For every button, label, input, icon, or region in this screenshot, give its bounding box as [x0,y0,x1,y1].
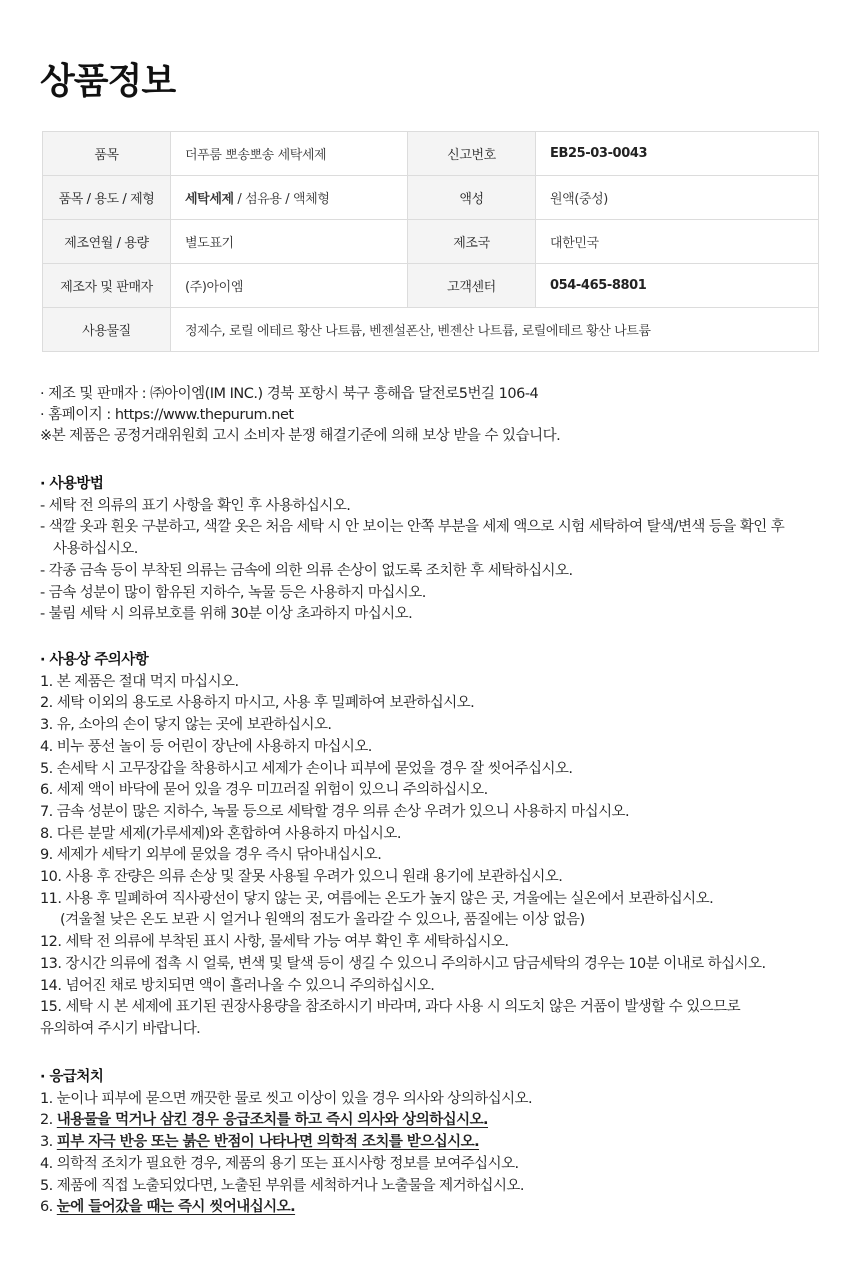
value-customer-center: 054-465-8801 [536,264,819,308]
emphasized-text: 눈에 들어갔을 때는 즉시 씻어내십시오. [56,1199,296,1216]
value-manufacturer: (주)아이엠 [171,264,408,308]
list-item: - 세탁 전 의류의 표기 사항을 확인 후 사용하십시오. [40,497,351,514]
list-number: 2. [40,1112,57,1129]
value-item-use-form [171,176,408,220]
list-item: 14. 넘어진 채로 방치되면 액이 흘러나올 수 있으니 주의하십시오. [40,977,435,994]
label-customer-center: 고객센터 [408,264,536,308]
label-manufacture-date: 제조연월 / 용량 [43,220,171,264]
usage-heading: · 사용방법 [40,476,104,492]
value-country: 대한민국 [536,220,819,264]
caution-section [40,650,766,1041]
list-item: 13. 장시간 의류에 접촉 시 얼룩, 변색 및 탈색 등이 생길 수 있으니 주의하시고 담금세탁의 경우는 10분 이내로 하십시오. [40,955,766,972]
list-item: 2. 세탁 이외의 용도로 사용하지 마시고, 사용 후 밀폐하여 보관하십시오. [40,695,475,712]
table-row [43,264,819,308]
label-country: 제조국 [408,220,536,264]
table-row [43,220,819,264]
label-manufacturer: 제조자 및 판매자 [43,264,171,308]
list-item: 9. 세제가 세탁기 외부에 묻었을 경우 즉시 닦아내십시오. [40,847,382,864]
list-item: 5. 손세탁 시 고무장갑을 착용하시고 세제가 손이나 피부에 묻었을 경우 잘 씻어주십시오. [40,760,573,777]
note-compensation: ※본 제품은 공정거래위원회 고시 소비자 분쟁 해결기준에 의해 보상 받을 수 있습니다. [40,428,561,444]
label-report-number: 신고번호 [408,132,536,176]
list-item: 11. 사용 후 밀폐하여 직사광선이 닿지 않는 곳, 여름에는 온도가 높지 않은 곳, 겨울에는 실온에서 보관하십시오. [40,890,714,907]
note-homepage: · 홈페이지 : https://www.thepurum.net [40,407,294,423]
list-item: 사용하십시오. [53,541,138,558]
emergency-heading: · 응급처치 [40,1069,104,1085]
value-item: 더푸룸 뽀송뽀송 세탁세제 [171,132,408,176]
list-item: 1. 본 제품은 절대 먹지 마십시오. [40,673,239,690]
value-item-use-form-bold: 세탁세제 [185,192,234,207]
list-item: - 금속 성분이 많이 함유된 지하수, 녹물 등은 사용하지 마십시오. [40,584,426,601]
list-item [40,1110,532,1132]
list-item: 10. 사용 후 잔량은 의류 손상 및 잘못 사용될 우려가 있으니 원래 용기에 보관하십시오. [40,869,563,886]
label-item-use-form: 품목 / 용도 / 제형 [43,176,171,220]
list-item: 1. 눈이나 피부에 묻으면 깨끗한 물로 씻고 이상이 있을 경우 의사와 상의하십시오. [40,1090,533,1107]
list-item [40,1132,532,1154]
list-item: 8. 다른 분말 세제(가루세제)와 혼합하여 사용하지 마십시오. [40,825,401,842]
value-report-number: EB25-03-0043 [536,132,819,176]
list-item: 15. 세탁 시 본 세제에 표기된 권장사용량을 참조하시기 바라며, 과다 사용 시 의도치 않은 거품이 발생할 수 있으므로 [40,999,741,1016]
list-item: - 색깔 옷과 흰옷 구분하고, 색깔 옷은 처음 세탁 시 안 보이는 안쪽 부분을 세제 액으로 시험 세탁하여 탈색/변색 등을 확인 후 [40,519,785,536]
list-item: 3. 유, 소아의 손이 닿지 않는 곳에 보관하십시오. [40,717,332,734]
list-item: - 각종 금속 등이 부착된 의류는 금속에 의한 의류 손상이 없도록 조치한 후 세탁하십시오. [40,562,573,579]
emphasized-text: 내용물을 먹거나 삼킨 경우 응급조치를 하고 즉시 의사와 상의하십시오. [56,1112,488,1129]
list-item: 유의하여 주시기 바랍니다. [40,1020,201,1037]
emergency-section [40,1067,532,1219]
value-ph: 원액(중성) [536,176,819,220]
value-item-use-form-rest: / 섬유용 / 액체형 [233,192,330,207]
list-item: 4. 비누 풍선 놀이 등 어린이 장난에 사용하지 마십시오. [40,738,372,755]
value-manufacture-date: 별도표기 [171,220,408,264]
list-item: - 불림 세탁 시 의류보호를 위해 30분 이상 초과하지 마십시오. [40,606,413,623]
product-info-table [42,131,819,352]
table-row [43,132,819,176]
note-manufacturer: · 제조 및 판매자 : ㈜아이엠(IM INC.) 경북 포항시 북구 흥해읍 달전로5번길 106-4 [40,386,539,402]
list-item: 4. 의학적 조치가 필요한 경우, 제품의 용기 또는 표시사항 정보를 보여주십시오. [40,1155,519,1172]
list-item: 7. 금속 성분이 많은 지하수, 녹물 등으로 세탁할 경우 의류 손상 우려가 있으니 사용하지 마십시오. [40,803,630,820]
table-row [43,308,819,352]
label-ph: 액성 [408,176,536,220]
list-number: 3. [40,1134,57,1151]
list-item: 12. 세탁 전 의류에 부착된 표시 사항, 물세탁 가능 여부 확인 후 세탁하십시오. [40,934,509,951]
info-notes [40,384,560,447]
value-ingredients: 정제수, 로릴 에테르 황산 나트륨, 벤젠설폰산, 벤젠산 나트륨, 로릴에테르 황산 나트륨 [171,308,819,352]
label-item: 품목 [43,132,171,176]
table-row [43,176,819,220]
caution-heading: · 사용상 주의사항 [40,652,149,668]
usage-section [40,474,784,626]
page-title: 상품정보 [40,61,176,102]
emphasized-text: 피부 자극 반응 또는 붉은 반점이 나타나면 의학적 조치를 받으십시오. [56,1134,480,1151]
list-item: (겨울철 낮은 온도 보관 시 얼거나 원액의 점도가 올라갈 수 있으나, 품질에는 이상 없음) [60,912,585,929]
label-ingredients: 사용물질 [43,308,171,352]
list-item: 5. 제품에 직접 노출되었다면, 노출된 부위를 세척하거나 노출물을 제거하십시오. [40,1177,524,1194]
list-number: 6. [40,1199,57,1216]
list-item: 6. 세제 액이 바닥에 묻어 있을 경우 미끄러질 위험이 있으니 주의하십시오. [40,782,488,799]
list-item [40,1197,532,1219]
